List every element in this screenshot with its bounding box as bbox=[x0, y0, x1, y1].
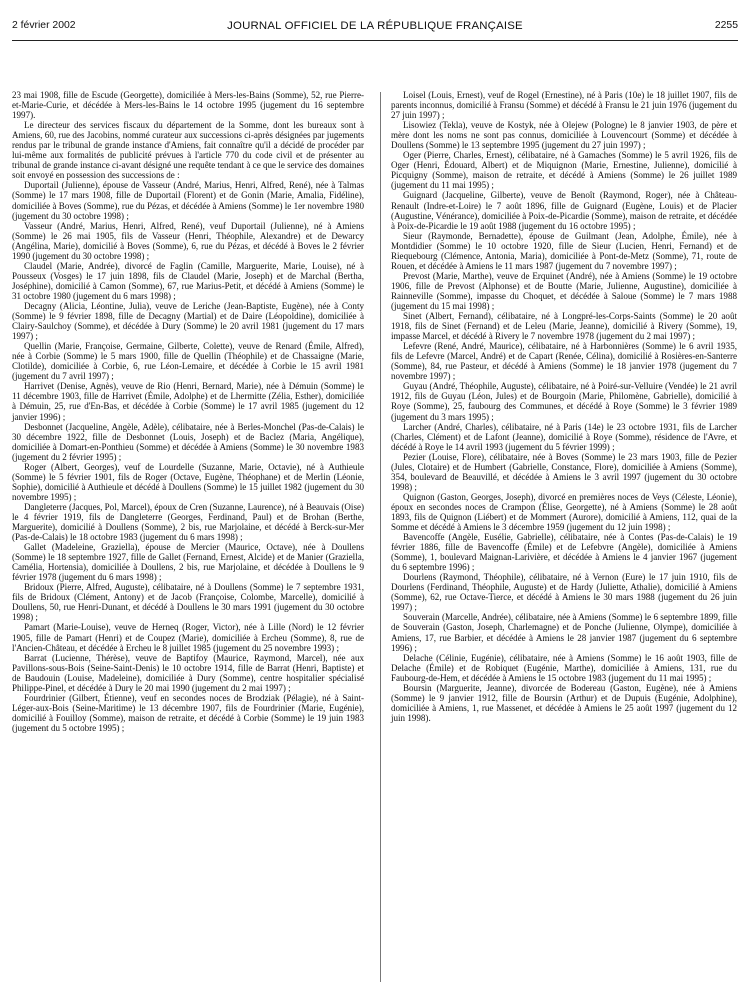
journal-title: JOURNAL OFFICIEL DE LA RÉPUBLIQUE FRANÇAISE bbox=[227, 20, 523, 32]
paragraph: Lefevre (René, André, Maurice), célibataire, né à Harbonnières (Somme) le 6 avril 1935, fils de Lefevre (Marcel, André) et de Capart (Renée, Célina), domicilié à Rosières-en-Santerre (Somme), 84, rue Pasteur, et décédé à Amiens (Somme) le 18 janvier 1978 (jugement du 7 novembre 1997) ; bbox=[391, 341, 737, 382]
paragraph: Desbonnet (Jacqueline, Angèle, Adèle), célibataire, née à Berles-Monchel (Pas-de-Calais) le 30 décembre 1922, fille de Desbonnet (Louis, Joseph) et de Baclez (Maria, Angélique), domiciliée à Domart-en-Ponthieu (Somme) et décédée à Amiens (Somme) le 30 novembre 1983 (jugement du 2 février 1995) ; bbox=[12, 421, 364, 462]
paragraph: Barrat (Lucienne, Thérèse), veuve de Baptifoy (Maurice, Raymond, Marcel), née aux Pavillons-sous-Bois (Seine-Saint-Denis) le 10 octobre 1914, fille de Barrat (Henri, Baptiste) et de Baudouin (Louise, Madeleine), domiciliée à Dury (Somme), centre hospitalier spécialisé Philippe-Pinel, et décédée à Dury le 20 mai 1990 (jugement du 2 mai 1997) ; bbox=[12, 652, 364, 693]
paragraph: Larcher (André, Charles), célibataire, né à Paris (14e) le 23 octobre 1931, fils de Larcher (Charles, Clément) et de Lafont (Jeanne), domicilié à Roye (Somme), résidence de l'Avre, et décédé à Roye le 14 avril 1993 (jugement du 5 février 1999) ; bbox=[391, 421, 737, 452]
column-divider bbox=[380, 92, 381, 982]
paragraph: Sinet (Albert, Fernand), célibataire, né à Longpré-les-Corps-Saints (Somme) le 20 août 1918, fils de Sinet (Fernand) et de Leleu (Marie, Jeanne), domicilié à Rivery (Somme), 19, impasse Marcel, et décédé à Rivery le 7 novembre 1978 (jugement du 2 mai 1997) ; bbox=[391, 311, 737, 342]
paragraph: Lisowiez (Tekla), veuve de Kostyk, née à Olejew (Pologne) le 8 janvier 1903, de père et mère dont les noms ne sont pas connus, domiciliée à Louvencourt (Somme) et décédée à Doullens (Somme) le 13 septembre 1995 (jugement du 27 juin 1997) ; bbox=[391, 120, 737, 151]
paragraph: Quignon (Gaston, Georges, Joseph), divorcé en premières noces de Veys (Céleste, Léonie), époux en secondes noces de Crampon (Élise, Georgette), né à Amiens (Somme) le 28 août 1893, fils de Quignon (Liébert) et de Mommert (Aurore), domicilié à Amiens, 112, quai de la Somme et décédé à Amiens le 3 décembre 1959 (jugement du 12 juin 1998) ; bbox=[391, 491, 737, 533]
paragraph: Duportail (Julienne), épouse de Vasseur (André, Marius, Henri, Alfred, René), née à Talmas (Somme) le 17 mars 1908, fille de Duportail (Florent) et de Gonin (Marie, Amalia, Fidéline), domiciliée à Boves (Somme), rue du Pézas, et décédée à Amiens (Somme) le 1er novembre 1980 (jugement du 30 octobre 1998) ; bbox=[12, 180, 364, 221]
page-header bbox=[12, 20, 738, 42]
paragraph: Le directeur des services fiscaux du département de la Somme, dont les bureaux sont à Amiens, 60, rue des Jacobins, nommé curateur aux successions ci-après désignées par jugements rendus par le tribunal de grande instance d'Amiens, fait connaître qu'il a décidé de procéder par lui-même aux formalités de publicité prévues à l'article 770 du code civil et de présenter au tribunal de grande instance ci-avant désigné une requête tendant à ce que le service des domaines soit envoyé en possession des successions de : bbox=[12, 120, 364, 181]
header-rule bbox=[12, 40, 738, 41]
paragraph: 23 mai 1908, fille de Escude (Georgette), domiciliée à Mers-les-Bains (Somme), 52, rue Pierre-et-Marie-Curie, et décédée à Mers-les-Bains le 14 octobre 1995 (jugement du 16 septembre 1997). bbox=[12, 90, 364, 121]
paragraph: Gallet (Madeleine, Graziella), épouse de Mercier (Maurice, Octave), née à Doullens (Somme) le 18 septembre 1927, fille de Gallet (Fernand, Ernest, Alcide) et de Manier (Graziella, Camélia, Hortensia), domiciliée à Doullens, 2 bis, rue Marjolaine, et décédée à Doullens le 9 février 1978 (jugement du 6 mars 1998) ; bbox=[12, 542, 364, 583]
paragraph: Boursin (Marguerite, Jeanne), divorcée de Bodereau (Gaston, Eugène), née à Amiens (Somme) le 9 janvier 1912, fille de Boursin (Arthur) et de Dupuis (Eugénie, Adolphine), domiciliée à Amiens, 1, rue Massenet, et décédée à Amiens le 25 août 1997 (jugement du 12 juin 1998). bbox=[391, 682, 737, 723]
paragraph: Decagny (Alicia, Léontine, Julia), veuve de Leriche (Jean-Baptiste, Eugène), née à Conty (Somme) le 9 février 1898, fille de Decagny (Martial) et de Daire (Léopoldine), domiciliée à Clairy-Saulchoy (Somme), et décédée à Dury (Somme) le 20 avril 1981 (jugement du 17 mars 1997) ; bbox=[12, 300, 364, 342]
paragraph: Dangleterre (Jacques, Pol, Marcel), époux de Cren (Suzanne, Laurence), né à Beauvais (Oise) le 4 février 1919, fils de Dangleterre (Georges, Ferdinand, Paul) et de Brohan (Berthe, Marguerite), domicilié à Doullens (Somme), 2 bis, rue Marjolaine, et décédé à Berck-sur-Mer (Pas-de-Calais) le 18 octobre 1983 (jugement du 6 mars 1998) ; bbox=[12, 501, 364, 543]
left-column bbox=[12, 90, 364, 733]
paragraph: Prevost (Marie, Marthe), veuve de Erquinet (André), née à Amiens (Somme) le 19 octobre 1906, fille de Prevost (Alphonse) et de Boutte (Marie, Julienne, Augustine), domiciliée à Rainneville (Somme), impasse du Choquet, et décédée à Saloue (Somme) le 7 mars 1988 (jugement du 15 mai 1998) ; bbox=[391, 270, 737, 311]
paragraph: Claudel (Marie, Andrée), divorcé de Faglin (Camille, Marguerite, Marie, Louise), né à Pousseux (Vosges) le 17 juin 1898, fils de Claudel (Marie, Joseph) et de Marchal (Bertha, Joséphine), domicilié à Camon (Somme), 67, rue Marius-Petit, et décédé à Amiens (Somme) le 31 octobre 1980 (jugement du 6 mars 1998) ; bbox=[12, 260, 364, 301]
paragraph: Bavencoffe (Angèle, Eusélie, Gabrielle), célibataire, née à Contes (Pas-de-Calais) le 19 février 1886, fille de Bavencoffe (Émile) et de Lefebvre (Angèle), domiciliée à Amiens (Somme), 1, boulevard Maignan-Larivière, et décédée à Amiens le 4 janvier 1967 (jugement du 6 septembre 1996) ; bbox=[391, 532, 737, 573]
paragraph: Guyau (André, Théophile, Auguste), célibataire, né à Poiré-sur-Velluire (Vendée) le 21 avril 1912, fils de Guyau (Léon, Jules) et de Bourgoin (Marie, Philomène, Gabrielle), domicilié à Roye (Somme), 25, faubourg des Communes, et décédé à Roye (Somme) le 3 février 1989 (jugement du 3 mars 1995) ; bbox=[391, 381, 737, 422]
paragraph: Vasseur (André, Marius, Henri, Alfred, René), veuf Duportail (Julienne), né à Amiens (Somme) le 26 mai 1905, fils de Vasseur (Henri, Théophile, Alexandre) et de Dewarcy (Angélina, Marie), domicilié à Boves (Somme), 6, rue du Pézas, et décédé à Boves le 2 février 1990 (jugement du 30 octobre 1998) ; bbox=[12, 220, 364, 261]
paragraph: Harrivet (Denise, Agnès), veuve de Rio (Henri, Bernard, Marie), née à Démuin (Somme) le 11 décembre 1903, fille de Harrivet (Émile, Adolphe) et de Lhermitte (Zélia, Esther), domiciliée à Démuin, 25, rue d'En-Bas, et décédée à Corbie (Somme) le 17 avril 1985 (jugement du 12 janvier 1996) ; bbox=[12, 381, 364, 422]
paragraph: Pamart (Marie-Louise), veuve de Herneq (Roger, Victor), née à Lille (Nord) le 12 février 1905, fille de Pamart (Henri) et de Coupez (Marie), domiciliée à Ercheu (Somme), 8, rue de l'Ancien-Château, et décédée à Ercheu le 8 juillet 1985 (jugement du 25 novembre 1993) ; bbox=[12, 622, 364, 653]
paragraph: Oger (Pierre, Charles, Ernest), célibataire, né à Gamaches (Somme) le 5 avril 1926, fils de Oger (Henri, Édouard, Albert) et de Miquignon (Marie, Ernestine, Julienne), domicilié à Picquigny (Somme), maison de retraite, et décédé à Amiens (Somme) le 26 juillet 1989 (jugement du 11 mai 1995) ; bbox=[391, 150, 737, 191]
paragraph: Fourdrinier (Gilbert, Étienne), veuf en secondes noces de Brodziak (Pélagie), né à Saint-Léger-aux-Bois (Seine-Maritime) le 13 décembre 1907, fils de Fourdrinier (Marie, Eugénie), domicilié à Fouilloy (Somme), maison de retraite, et décédé à Corbie (Somme) le 19 juin 1983 (jugement du 5 octobre 1995) ; bbox=[12, 692, 364, 733]
paragraph: Delache (Célinie, Eugénie), célibataire, née à Amiens (Somme) le 16 août 1903, fille de Delache (Émile) et de Robiquet (Eugénie, Marthe), domiciliée à Amiens, 131, rue du Faubourg-de-Hem, et décédée à Amiens le 15 octobre 1983 (jugement du 11 mai 1995) ; bbox=[391, 652, 737, 683]
publication-date: 2 février 2002 bbox=[12, 20, 76, 31]
paragraph: Bridoux (Pierre, Alfred, Auguste), célibataire, né à Doullens (Somme) le 7 septembre 1931, fils de Bridoux (Clément, Antony) et de Jacob (Françoise, Colombe, Marcelle), domicilié à Doullens, 50, rue Henri-Dunant, et décédé à Doullens le 30 mars 1991 (jugement du 30 octobre 1998) ; bbox=[12, 582, 364, 623]
paragraph: Pezier (Louise, Flore), célibataire, née à Boves (Somme) le 23 mars 1903, fille de Pezier (Jules, Clotaire) et de Humbert (Gabrielle, Constance, Flore), domiciliée à Amiens (Somme), 354, boulevard de Beauvillé, et décédée à Amiens le 3 avril 1997 (jugement du 30 octobre 1998) ; bbox=[391, 451, 737, 492]
paragraph: Quellin (Marie, Françoise, Germaine, Gilberte, Colette), veuve de Renard (Émile, Alfred), née à Corbie (Somme) le 5 mars 1900, fille de Quellin (Théophile) et de Chassaigne (Marie, Clotilde), domiciliée à Corbie, 6, rue Léon-Lemaire, et décédée à Corbie le 15 avril 1981 (jugement du 7 avril 1997) ; bbox=[12, 341, 364, 382]
paragraph: Souverain (Marcelle, Andrée), célibataire, née à Amiens (Somme) le 6 septembre 1899, fille de Souverain (Gaston, Joseph, Charlemagne) et de Ponche (Julienne, Olympe), domiciliée à Amiens, 17, rue Barbier, et décédée à Amiens le 28 janvier 1987 (jugement du 6 septembre 1996) ; bbox=[391, 612, 737, 653]
paragraph: Sieur (Raymonde, Bernadette), épouse de Guilmant (Jean, Adolphe, Émile), née à Montdidier (Somme) le 10 octobre 1920, fille de Sieur (Lucien, Henri, Fernand) et de Riequebourg (Clémence, Antonia, Maria), domiciliée à Pont-de-Metz (Somme), 71, route de Rouen, et décédée à Amiens le 11 mars 1987 (jugement du 7 novembre 1997) ; bbox=[391, 230, 737, 271]
paragraph: Roger (Albert, Georges), veuf de Lourdelle (Suzanne, Marie, Octavie), né à Authieule (Somme) le 5 février 1901, fils de Roger (Octave, Eugène, Théophane) et de Merlin (Léonie, Sophie), domicilié à Authieule et décédé à Doullens (Somme) le 15 juillet 1982 (jugement du 30 novembre 1995) ; bbox=[12, 461, 364, 502]
paragraph: Loisel (Louis, Ernest), veuf de Rogel (Ernestine), né à Paris (10e) le 18 juillet 1907, fils de parents inconnus, domicilié à Fransu (Somme) et décédé à Fransu le 21 juin 1976 (jugement du 27 juin 1997) ; bbox=[391, 90, 737, 121]
paragraph: Guignard (Jacqueline, Gilberte), veuve de Benoît (Raymond, Roger), née à Château-Renault (Indre-et-Loire) le 7 août 1896, fille de Guignard (Eugène, Louis) et de Placier (Augustine, Vénérance), domiciliée à Poix-de-Picardie (Somme), maison de retraite, et décédée à Poix-de-Picardie le 19 août 1988 (jugement du 16 octobre 1995) ; bbox=[391, 190, 737, 231]
paragraph: Dourlens (Raymond, Théophile), célibataire, né à Vernon (Eure) le 17 juin 1910, fils de Dourlens (Ferdinand, Théophile, Auguste) et de Hardy (Juliette, Athalie), domicilié à Amiens (Somme), 62, rue Octave-Tierce, et décédé à Amiens le 30 mars 1988 (jugement du 26 juin 1997) ; bbox=[391, 572, 737, 613]
right-column bbox=[391, 90, 737, 723]
page-number: 2255 bbox=[714, 20, 738, 31]
